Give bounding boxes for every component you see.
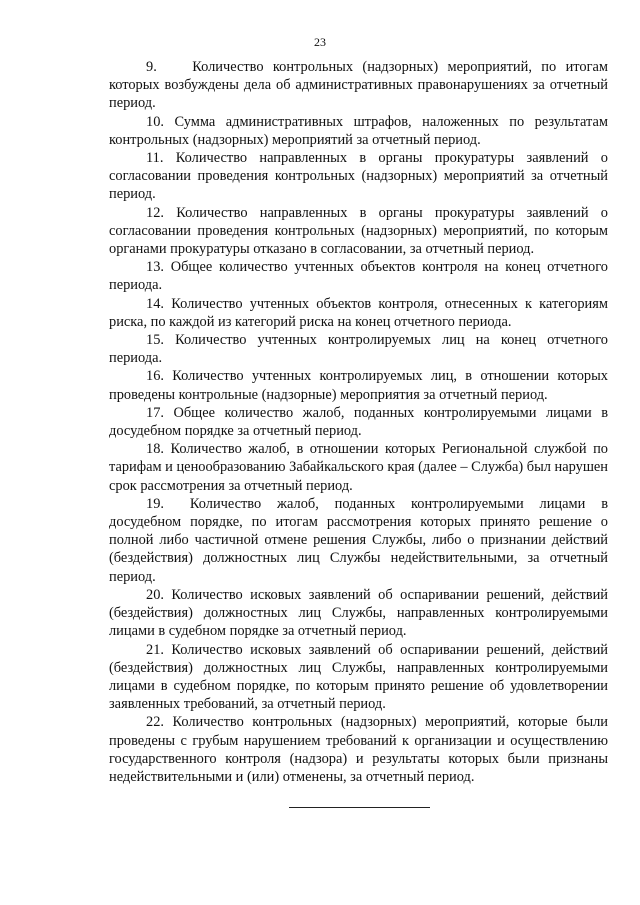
list-item [109, 295, 608, 331]
item-text: Количество учтенных контролируемых лиц на конец отчетного периода. [109, 332, 608, 367]
list-item [109, 149, 608, 204]
list-item [109, 367, 608, 403]
list-item [109, 404, 608, 440]
item-number: 16. [146, 368, 164, 385]
list-item [109, 713, 608, 786]
page-number: 23 [314, 35, 326, 49]
item-text: Общее количество учтенных объектов контроля на конец отчетного периода. [109, 259, 608, 294]
item-text: Количество жалоб, поданных контролируемыми лицами в досудебном порядке, по итогам рассмотрения которых принято решение о полной либо частичной отмене решения Службы, либо о признании действий (бездействия) должностных лиц Службы недействительными, за отчетный период. [109, 495, 608, 585]
list-item [109, 58, 608, 113]
item-number: 19. [146, 495, 164, 512]
item-text: Количество исковых заявлений об оспаривании решений, действий (бездействия) должностных лиц Службы, направленных контролируемыми лицами в судебном порядке за отчетный период. [109, 586, 608, 640]
item-number: 13. [146, 259, 164, 276]
item-number: 9. [146, 59, 157, 75]
list-item [109, 204, 608, 259]
item-number: 10. [146, 113, 164, 130]
item-text: Количество исковых заявлений об оспаривании решений, действий (бездействия) должностных лиц Службы, направленных контролируемыми лицами в судебном порядке, по которым принято решение об удовлетворении заявленных требований, за отчетный период. [109, 641, 608, 713]
item-number: 17. [146, 404, 164, 421]
item-text: Сумма административных штрафов, наложенных по результатам контрольных (надзорных) мероприятий за отчетный период. [109, 113, 608, 148]
list-item [109, 113, 608, 149]
list-item [109, 331, 608, 367]
item-number: 11. [146, 150, 164, 167]
item-number: 14. [146, 295, 164, 312]
item-text: Количество учтенных объектов контроля, отнесенных к категориям риска, по каждой из категорий риска на конец отчетного периода. [109, 295, 608, 330]
item-text: Количество контрольных (надзорных) мероприятий, по итогам которых возбуждены дела об административных правонарушениях за отчетный период. [109, 59, 608, 112]
list-item [109, 586, 608, 641]
list-item [109, 258, 608, 294]
list-item [109, 641, 608, 714]
item-text: Количество направленных в органы прокуратуры заявлений о согласовании проведения контрольных (надзорных) мероприятий за отчетный период. [109, 150, 608, 203]
item-number: 18. [146, 441, 164, 458]
item-number: 22. [146, 714, 164, 731]
item-text: Общее количество жалоб, поданных контролируемыми лицами в досудебном порядке за отчетный период. [109, 404, 608, 440]
item-text: Количество учтенных контролируемых лиц, в отношении которых проведены контрольные (надзорные) мероприятия за отчетный период. [109, 368, 608, 403]
item-text: Количество жалоб, в отношении которых Региональной службой по тарифам и ценообразованию Забайкальского края (далее – Служба) был нарушен срок рассмотрения за отчетный период. [109, 441, 608, 494]
list-item [109, 440, 608, 495]
list-item [109, 495, 608, 586]
item-number: 15. [146, 332, 164, 349]
item-text: Количество контрольных (надзорных) мероприятий, которые были проведены с грубым нарушением требований к организации и осуществлению государственного контроля (надзора) и результаты которых были признаны недействительными и (или) отменены, за отчетный период. [109, 714, 608, 785]
item-text: Количество направленных в органы прокуратуры заявлений о согласовании проведения контрольных (надзорных) мероприятий, по которым органами прокуратуры отказано в согласовании, за отчетный период. [109, 204, 608, 258]
document-body [109, 58, 608, 786]
item-number: 12. [146, 204, 164, 221]
item-number: 20. [146, 586, 164, 603]
item-number: 21. [146, 641, 164, 658]
end-divider-line [289, 807, 430, 808]
